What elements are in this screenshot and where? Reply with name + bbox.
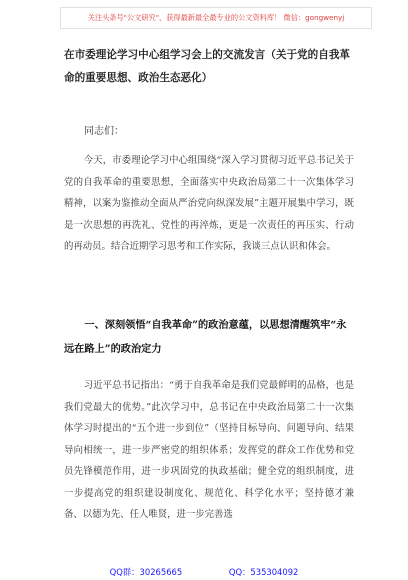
paragraph-section-1: 习近平总书记指出：“勇于自我革命是我们党最鲜明的品格，也是我们党最大的优势。”此次学习中，总书记在中央政治局第二十一次集体学习时提出的“五个进一步到位”（坚持目标导向、问题导向、结果导向相统一，进一步严密党的组织体系；发挥党的群众工作优势和党员先锋模范作用，进一步巩固党的执政基础；健全党的组织制度，进一步提高党的组织建设制度化、规范化、科学化水平；坚持德才兼备、以德为先、任人唯贤，进一步完善选 xyxy=(64,380,354,520)
top-banner: 关注头条号"公文研究"，获得最新最全最专业的公文资料库！ 微信：gongwenyj xyxy=(60,7,372,29)
greeting: 同志们： xyxy=(84,126,124,137)
section-heading-1: 一、深刻领悟“自我革命”的政治意蕴，以思想清醒筑牢“永远在路上”的政治定力 xyxy=(64,319,347,355)
document-title: 在市委理论学习中心组学习会上的交流发言（关于党的自我革命的重要思想、政治生态恶化） xyxy=(64,49,351,84)
qq-number: QQ：535304092 xyxy=(228,567,299,577)
footer-contact xyxy=(0,566,408,578)
paragraph-intro: 今天，市委理论学习中心组围绕“深入学习贯彻习近平总书记关于党的自我革命的重要思想，全面落实中央政治局第二十一次集体学习精神，以案为鉴推动全面从严治党向纵深发展”主题开展集中学习，既是一次思想的再洗礼、党性的再淬炼，更是一次责任的再压实、行动的再动员。结合近期学习思考和工作实际，我谈三点认识和体会。 xyxy=(64,155,354,252)
qq-group-number: QQ群：30265665 xyxy=(109,567,183,577)
